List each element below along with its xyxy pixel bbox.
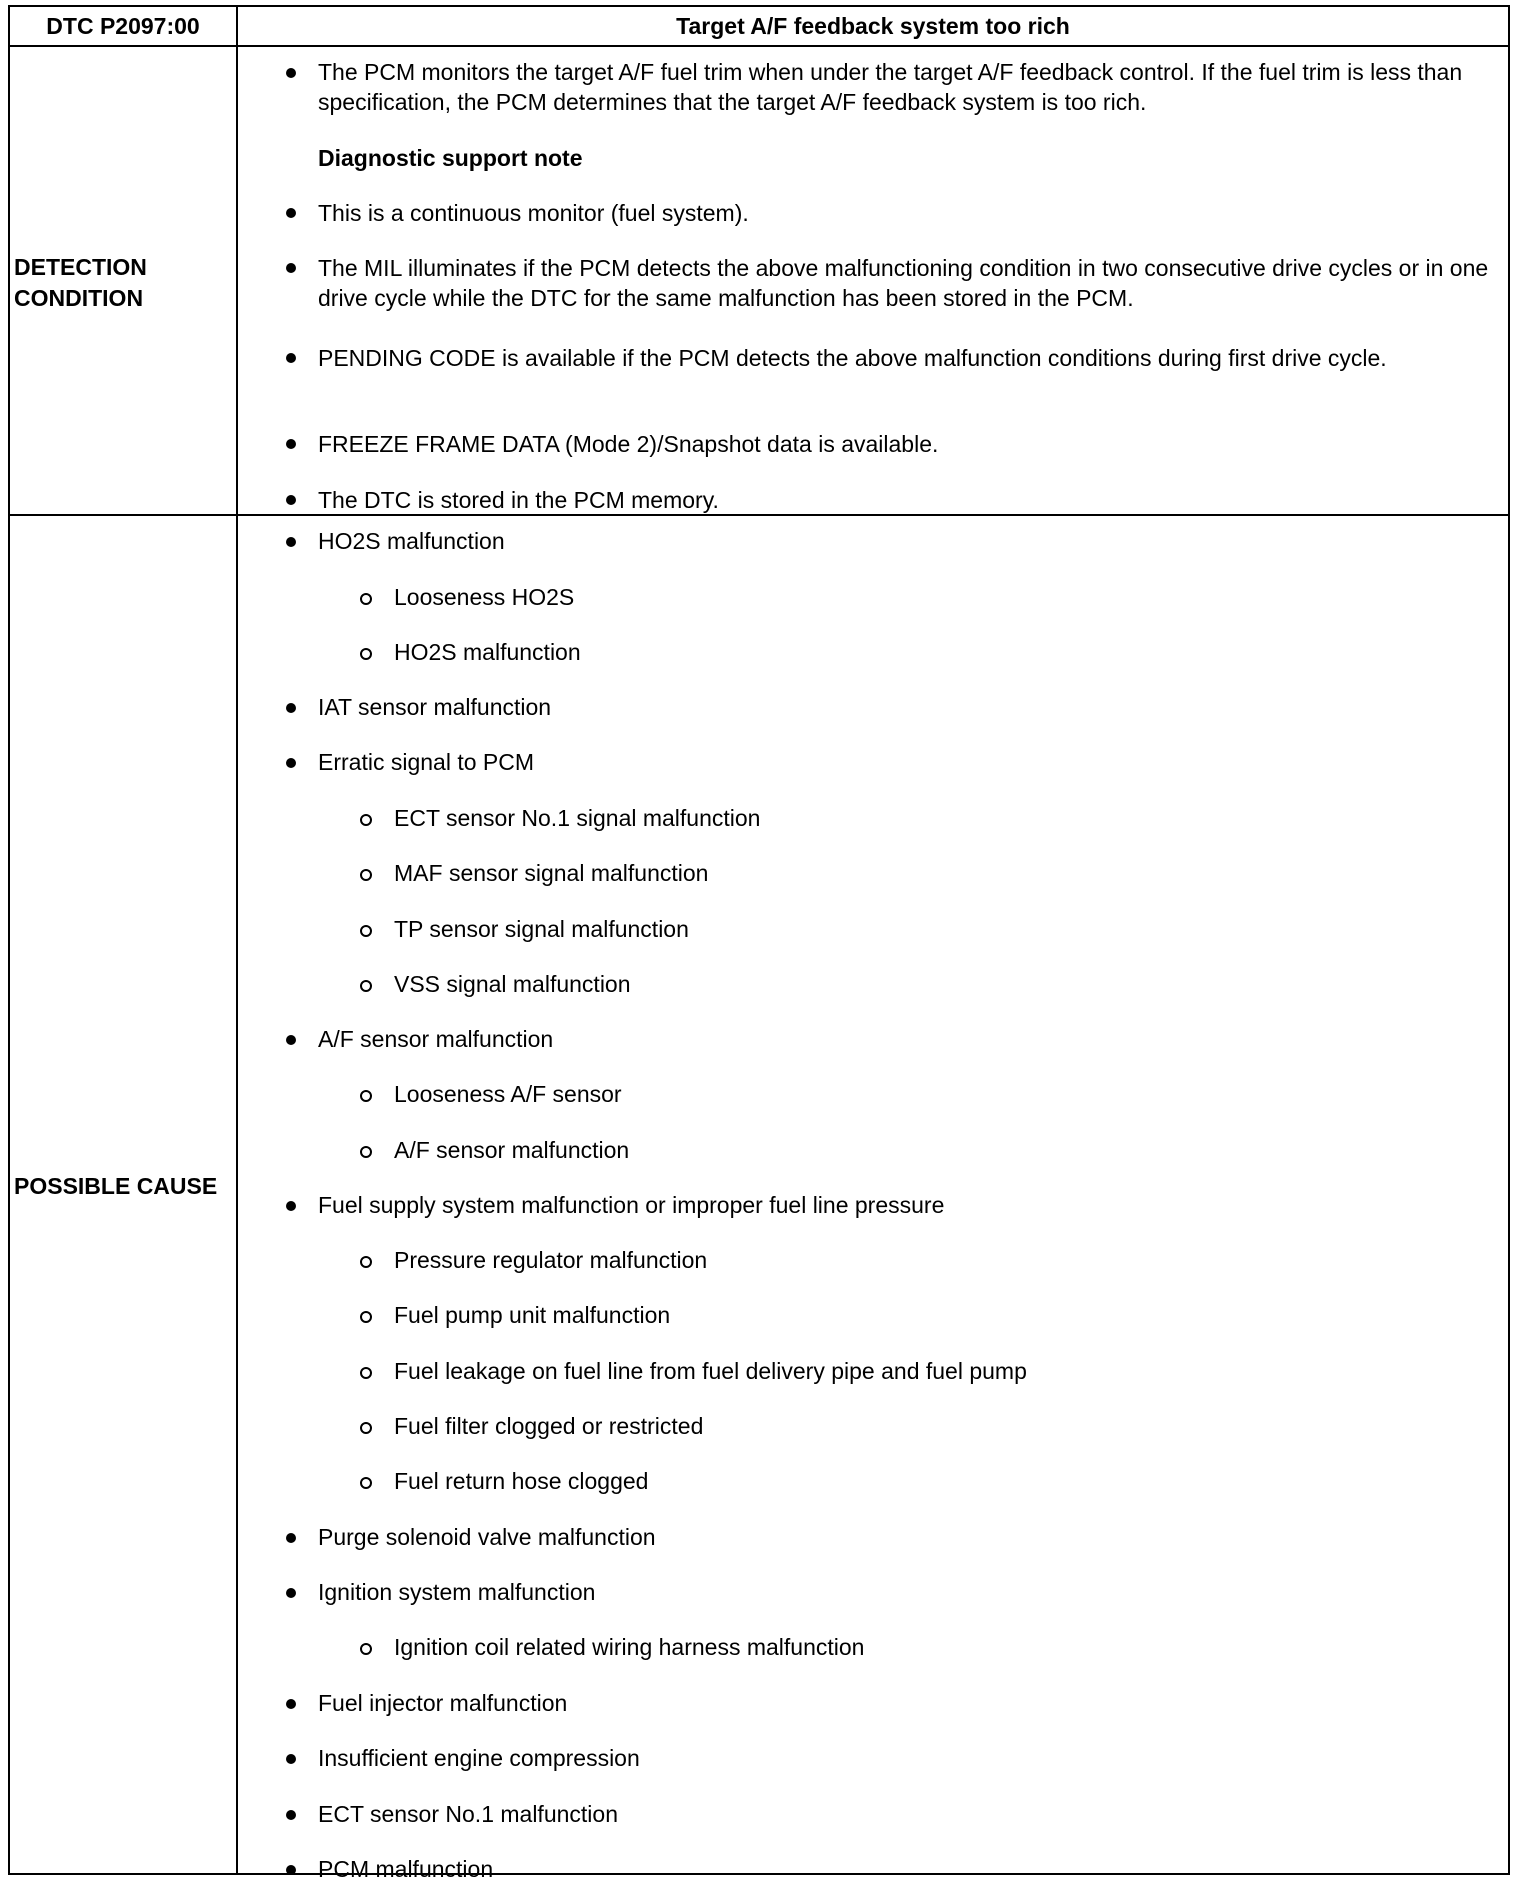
cause-subitem: Ignition coil related wiring harness malfunction xyxy=(394,1634,865,1660)
bullet-icon xyxy=(286,439,296,449)
sub-bullet-icon xyxy=(360,1367,372,1379)
bullet-icon xyxy=(286,758,296,768)
sub-bullet-icon xyxy=(360,1090,372,1102)
bullet-icon xyxy=(286,1699,296,1709)
sub-bullet-icon xyxy=(360,869,372,881)
bullet-icon xyxy=(286,1588,296,1598)
bullet-icon xyxy=(286,537,296,547)
detection-note: PENDING CODE is available if the PCM detects the above malfunction conditions during first drive cycle. xyxy=(318,345,1387,371)
detection-note: The MIL illuminates if the PCM detects the above malfunctioning condition in two consecutive drive cycles or in one drive cycle while the DTC for the same malfunction has been stored in the PCM. xyxy=(318,255,1489,311)
detection-note: This is a continuous monitor (fuel system). xyxy=(318,200,749,226)
cause-subitem: TP sensor signal malfunction xyxy=(394,916,689,942)
detection-note: FREEZE FRAME DATA (Mode 2)/Snapshot data is available. xyxy=(318,431,939,457)
detection-intro: The PCM monitors the target A/F fuel trim when under the target A/F feedback control. If the fuel trim is less than specification, the PCM determines that the target A/F feedback system is too rich. xyxy=(318,59,1463,115)
sub-bullet-icon xyxy=(360,980,372,992)
cause-item: IAT sensor malfunction xyxy=(318,694,552,720)
cause-item: ECT sensor No.1 malfunction xyxy=(318,1801,618,1827)
cause-subitem: Looseness A/F sensor xyxy=(394,1081,622,1107)
possible-cause-label: POSSIBLE CAUSE xyxy=(14,1173,218,1199)
bullet-icon xyxy=(286,1533,296,1543)
cause-subitem: VSS signal malfunction xyxy=(394,971,631,997)
cause-item: Insufficient engine compression xyxy=(318,1745,640,1771)
cause-subitem: A/F sensor malfunction xyxy=(394,1137,630,1163)
cause-item: Ignition system malfunction xyxy=(318,1579,596,1605)
sub-bullet-icon xyxy=(360,1256,372,1268)
detection-condition-label: DETECTION CONDITION xyxy=(14,254,147,311)
cause-item: Purge solenoid valve malfunction xyxy=(318,1524,656,1550)
sub-bullet-icon xyxy=(360,1422,372,1434)
cause-subitem: Pressure regulator malfunction xyxy=(394,1247,708,1273)
sub-bullet-icon xyxy=(360,1311,372,1323)
sub-bullet-icon xyxy=(360,1146,372,1158)
sub-bullet-icon xyxy=(360,1643,372,1655)
bullet-icon xyxy=(286,1201,296,1211)
dtc-table xyxy=(8,5,1510,1882)
cause-item: PCM malfunction xyxy=(318,1856,494,1882)
bullet-icon xyxy=(286,1810,296,1820)
dtc-code: DTC P2097:00 xyxy=(46,12,200,39)
cause-subitem: Looseness HO2S xyxy=(394,584,575,610)
cause-subitem: Fuel filter clogged or restricted xyxy=(394,1413,704,1439)
cause-item: Fuel supply system malfunction or improper fuel line pressure xyxy=(318,1192,945,1218)
bullet-icon xyxy=(286,1035,296,1045)
cause-subitem: HO2S malfunction xyxy=(394,639,581,665)
sub-bullet-icon xyxy=(360,1477,372,1489)
bullet-icon xyxy=(286,703,296,713)
cause-item: HO2S malfunction xyxy=(318,528,505,554)
sub-bullet-icon xyxy=(360,648,372,660)
bullet-icon xyxy=(286,1754,296,1764)
cause-subitem: ECT sensor No.1 signal malfunction xyxy=(394,805,761,831)
bullet-icon xyxy=(286,68,296,78)
bullet-icon xyxy=(286,263,296,273)
sub-bullet-icon xyxy=(360,593,372,605)
bullet-icon xyxy=(286,495,296,505)
cause-subitem: Fuel return hose clogged xyxy=(394,1468,649,1494)
column-divider xyxy=(236,7,238,1873)
bullet-icon xyxy=(286,353,296,363)
cause-subitem: Fuel leakage on fuel line from fuel delivery pipe and fuel pump xyxy=(394,1358,1027,1384)
sub-bullet-icon xyxy=(360,814,372,826)
detection-note: The DTC is stored in the PCM memory. xyxy=(318,487,719,513)
bullet-icon xyxy=(286,208,296,218)
cause-item: Fuel injector malfunction xyxy=(318,1690,568,1716)
header-divider xyxy=(10,45,1508,47)
cause-item: Erratic signal to PCM xyxy=(318,749,535,775)
cause-item: A/F sensor malfunction xyxy=(318,1026,554,1052)
note-heading: Diagnostic support note xyxy=(318,145,583,171)
cause-subitem: MAF sensor signal malfunction xyxy=(394,860,709,886)
bullet-icon xyxy=(286,1865,296,1875)
dtc-title: Target A/F feedback system too rich xyxy=(676,12,1070,39)
cause-subitem: Fuel pump unit malfunction xyxy=(394,1302,671,1328)
sub-bullet-icon xyxy=(360,925,372,937)
